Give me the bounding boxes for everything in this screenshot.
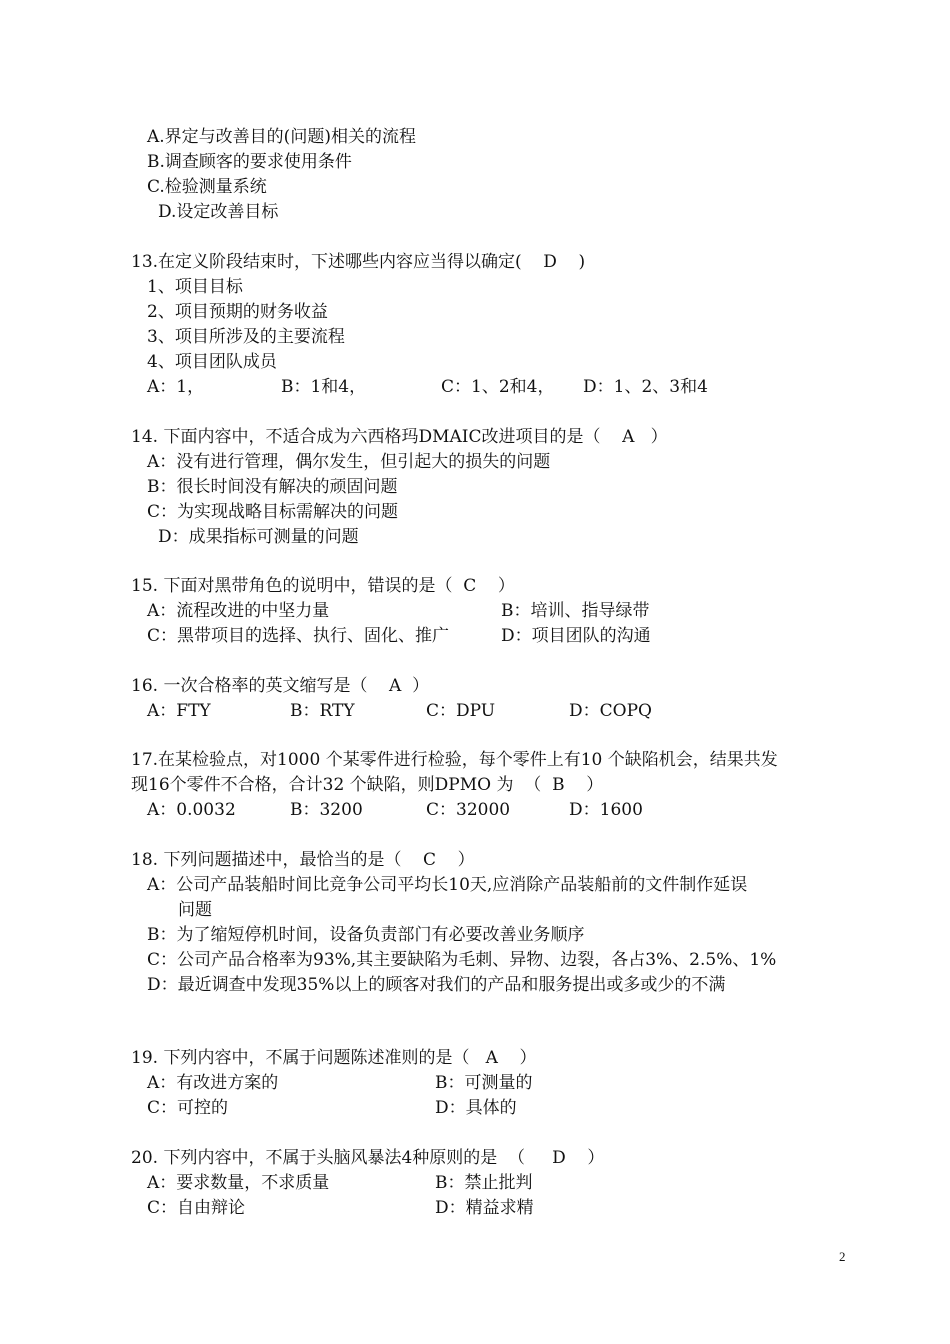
option-c: C.检验测量系统: [147, 177, 267, 197]
page-number: 2: [839, 1249, 846, 1264]
option-a: A：没有进行管理，偶尔发生，但引起大的损失的问题: [147, 452, 551, 472]
question-text-cont: 现16个零件不合格，合计32 个缺陷，则DPMO 为 （ B ）: [131, 775, 604, 795]
question-text: 14. 下面内容中，不适合成为六西格玛DMAIC改进项目的是（ A ）: [131, 427, 668, 447]
option-c: C：DPU: [426, 701, 496, 721]
option-c: C：可控的: [147, 1098, 229, 1118]
option-b: B：可测量的: [435, 1073, 533, 1093]
option-d: D：精益求精: [435, 1198, 534, 1218]
option-d: D：具体的: [435, 1098, 517, 1118]
option-b: B：禁止批判: [435, 1173, 533, 1193]
option-b: B：1和4，: [281, 377, 367, 397]
option-b: B.调查顾客的要求使用条件: [147, 152, 352, 172]
question-text: 13.在定义阶段结束时，下述哪些内容应当得以确定( D ): [131, 252, 586, 272]
option-b: B：很长时间没有解决的顽固问题: [147, 477, 398, 497]
option-a: A：公司产品装船时间比竞争公司平均长10天,应消除产品装船前的文件制作延误: [147, 875, 748, 895]
question-text: 15. 下面对黑带角色的说明中，错误的是（ C ）: [131, 576, 515, 596]
option-a: A：FTY: [147, 701, 211, 721]
option-b: B：3200: [290, 800, 363, 820]
option-c: C：自由辩论: [147, 1198, 246, 1218]
option-c: C：黑带项目的选择、执行、固化、推广: [147, 626, 450, 646]
option-a-cont: 问题: [178, 900, 212, 920]
option-d: D：项目团队的沟通: [501, 626, 651, 646]
list-item: 1、项目目标: [147, 277, 243, 297]
option-d: D：最近调查中发现35%以上的顾客对我们的产品和服务提出或多或少的不满: [147, 975, 726, 995]
option-b: B：为了缩短停机时间，设备负责部门有必要改善业务顺序: [147, 925, 585, 945]
question-text: 18. 下列问题描述中，最恰当的是（ C ）: [131, 850, 475, 870]
list-item: 4、项目团队成员: [147, 352, 277, 372]
option-b: B：培训、指导绿带: [501, 601, 650, 621]
option-b: B：RTY: [290, 701, 355, 721]
option-d: D：成果指标可测量的问题: [158, 527, 359, 547]
option-c: C：1、2和4，: [441, 377, 555, 397]
option-a: A.界定与改善目的(问题)相关的流程: [147, 127, 416, 147]
option-a: A：要求数量，不求质量: [147, 1173, 330, 1193]
option-a: A：流程改进的中坚力量: [147, 601, 330, 621]
option-d: D：1600: [569, 800, 643, 820]
option-c: C：32000: [426, 800, 511, 820]
question-text: 16. 一次合格率的英文缩写是（ A ）: [131, 676, 430, 696]
question-text: 17.在某检验点，对1000 个某零件进行检验，每个零件上有10 个缺陷机会，结果共发: [131, 750, 778, 770]
question-text: 19. 下列内容中，不属于问题陈述准则的是（ A ）: [131, 1048, 537, 1068]
option-a: A：0.0032: [147, 800, 236, 820]
option-d: D.设定改善目标: [158, 202, 279, 222]
list-item: 3、项目所涉及的主要流程: [147, 327, 345, 347]
question-text: 20. 下列内容中，不属于头脑风暴法4种原则的是 （ D ）: [131, 1148, 605, 1168]
option-d: D：1、2、3和4: [583, 377, 708, 397]
option-c: C：公司产品合格率为93%,其主要缺陷为毛刺、异物、边裂，各占3%、2.5%、1%: [147, 950, 777, 970]
option-d: D：COPQ: [569, 701, 652, 721]
option-c: C：为实现战略目标需解决的问题: [147, 502, 399, 522]
option-a: A：有改进方案的: [147, 1073, 279, 1093]
option-a: A：1，: [147, 377, 205, 397]
list-item: 2、项目预期的财务收益: [147, 302, 328, 322]
